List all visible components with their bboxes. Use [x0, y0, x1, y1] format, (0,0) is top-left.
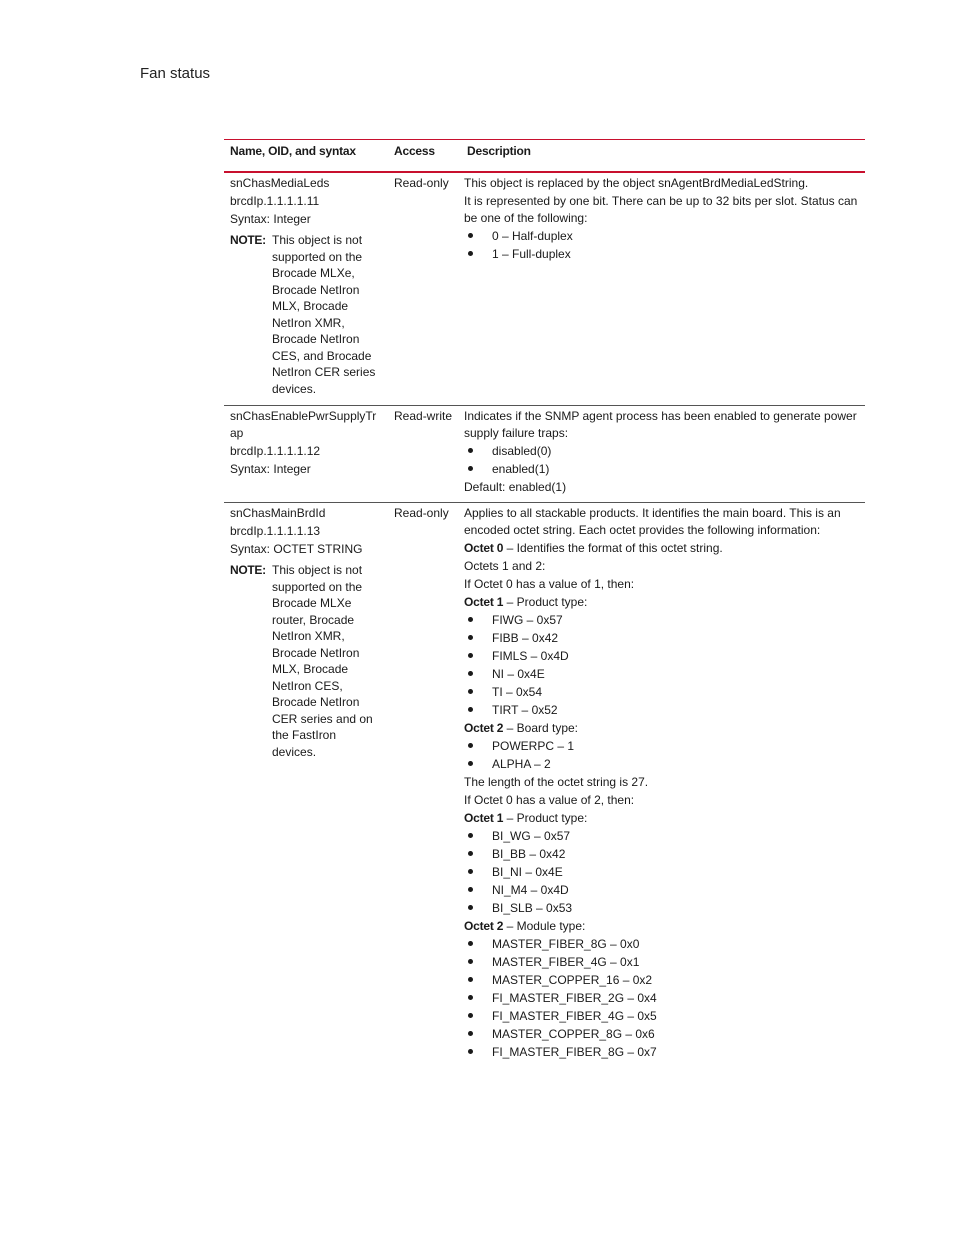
list-item-text: MASTER_COPPER_16 – 0x2 [492, 973, 653, 987]
bullet-icon [464, 228, 492, 245]
object-name: snChasEnablePwrSupplyTrap [230, 409, 377, 440]
octet2-module-line [464, 918, 865, 935]
list-item [464, 900, 865, 917]
list-item [464, 648, 865, 665]
octet0-text: – Identifies the format of this octet string. [503, 541, 723, 555]
object-name: snChasMainBrdId [230, 506, 326, 520]
list-item [464, 738, 865, 755]
list-item [464, 702, 865, 719]
note-text: This object is not supported on the Brocade MLXe router, Brocade NetIron XMR, Brocade NetIron MLX, Brocade NetIron CES, Brocade NetIron CER series and on the FastIron devices. [272, 563, 373, 759]
bullet-icon [464, 666, 492, 683]
octet2-text: – Board type: [503, 721, 579, 735]
list-item [464, 666, 865, 683]
product-type-list [464, 828, 865, 917]
list-item [464, 630, 865, 647]
octet1-text: – Product type: [503, 811, 588, 825]
list-item [464, 972, 865, 989]
bullet-icon [464, 864, 492, 881]
octet2-board-line [464, 720, 865, 737]
bullet-icon [464, 936, 492, 953]
object-oid: brcdIp.1.1.1.1.13 [230, 524, 321, 538]
list-item-text: enabled(1) [492, 462, 550, 476]
description-cell [461, 406, 865, 503]
note-label: NOTE: [230, 233, 266, 247]
list-item-text: BI_WG – 0x57 [492, 829, 571, 843]
note [230, 562, 382, 760]
octet1-label: Octet 1 [464, 811, 504, 825]
list-item-text: FI_MASTER_FIBER_4G – 0x5 [492, 1009, 657, 1023]
bullet-icon [464, 1044, 492, 1061]
bullet-icon [464, 612, 492, 629]
list-item-text: MASTER_FIBER_4G – 0x1 [492, 955, 640, 969]
column-header-name: Name, OID, and syntax [224, 140, 388, 173]
bullet-icon [464, 900, 492, 917]
table-row [224, 503, 865, 1068]
name-cell [224, 503, 388, 1068]
note-text: This object is not supported on the Brocade MLXe, Brocade NetIron MLX, Brocade NetIron XMR, Brocade NetIron CES, and Brocade NetIron CER series devices. [272, 233, 376, 396]
module-type-list [464, 936, 865, 1061]
description-line: It is represented by one bit. There can be up to 32 bits per slot. Status can be one of the following: [464, 194, 858, 225]
bullet-icon [464, 990, 492, 1007]
object-syntax: Syntax: Integer [230, 212, 311, 226]
octet0-label: Octet 0 [464, 541, 504, 555]
description-line: Applies to all stackable products. It identifies the main board. This is an encoded octet string. Each octet provides the following information: [464, 506, 841, 537]
list-item [464, 828, 865, 845]
description-line: Octets 1 and 2: [464, 559, 546, 573]
list-item-text: 1 – Full-duplex [492, 247, 571, 261]
list-item [464, 756, 865, 773]
note-label: NOTE: [230, 563, 266, 577]
octet2-label: Octet 2 [464, 919, 504, 933]
access-cell: Read-write [388, 406, 461, 503]
object-oid: brcdIp.1.1.1.1.11 [230, 194, 320, 208]
bullet-icon [464, 756, 492, 773]
object-name: snChasMediaLeds [230, 176, 330, 190]
bullet-icon [464, 1026, 492, 1043]
object-syntax: Syntax: OCTET STRING [230, 542, 363, 556]
bullet-icon [464, 882, 492, 899]
bullet-icon [464, 972, 492, 989]
list-item-text: POWERPC – 1 [492, 739, 575, 753]
bullet-icon [464, 846, 492, 863]
note [230, 232, 382, 397]
table-row [224, 172, 865, 406]
list-item [464, 954, 865, 971]
product-type-list [464, 612, 865, 719]
list-item-text: FI_MASTER_FIBER_8G – 0x7 [492, 1045, 657, 1059]
list-item-text: MASTER_FIBER_8G – 0x0 [492, 937, 640, 951]
access-cell: Read-only [394, 506, 449, 520]
list-item [464, 684, 865, 701]
list-item [464, 1008, 865, 1025]
bullet-icon [464, 702, 492, 719]
list-item-text: TIRT – 0x52 [492, 703, 558, 717]
octet0-line [464, 540, 865, 557]
list-item [464, 246, 865, 263]
list-item-text: BI_NI – 0x4E [492, 865, 563, 879]
table-header-row [224, 140, 865, 173]
list-item [464, 990, 865, 1007]
list-item-text: ALPHA – 2 [492, 757, 551, 771]
list-item-text: BI_BB – 0x42 [492, 847, 566, 861]
list-item-text: disabled(0) [492, 444, 552, 458]
name-cell [224, 172, 388, 406]
octet2-label: Octet 2 [464, 721, 504, 735]
bullet-icon [464, 738, 492, 755]
list-item [464, 612, 865, 629]
description-cell [461, 503, 865, 1068]
octet2-text: – Module type: [503, 919, 586, 933]
description-line: If Octet 0 has a value of 1, then: [464, 577, 635, 591]
bullet-icon [464, 443, 492, 460]
name-cell [224, 406, 388, 503]
list-item-text: FIBB – 0x42 [492, 631, 559, 645]
column-header-access: Access [388, 140, 461, 173]
bullet-icon [464, 828, 492, 845]
list-item-text: MASTER_COPPER_8G – 0x6 [492, 1027, 655, 1041]
list-item [464, 846, 865, 863]
list-item-text: FIMLS – 0x4D [492, 649, 569, 663]
description-line: This object is replaced by the object snAgentBrdMediaLedString. [464, 176, 809, 190]
octet1-label: Octet 1 [464, 595, 504, 609]
bullet-icon [464, 461, 492, 478]
bullet-icon [464, 648, 492, 665]
list-item-text: TI – 0x54 [492, 685, 543, 699]
list-item [464, 1044, 865, 1061]
description-cell [461, 172, 865, 406]
column-header-description: Description [461, 140, 865, 173]
list-item [464, 228, 865, 245]
list-item [464, 882, 865, 899]
octet1-product-line [464, 594, 865, 611]
bullet-icon [464, 1008, 492, 1025]
list-item-text: BI_SLB – 0x53 [492, 901, 573, 915]
list-item [464, 936, 865, 953]
description-line: Indicates if the SNMP agent process has been enabled to generate power supply failure traps: [464, 409, 857, 440]
bullet-icon [464, 684, 492, 701]
access-cell: Read-only [388, 172, 461, 406]
octet1-text: – Product type: [503, 595, 588, 609]
object-oid: brcdIp.1.1.1.1.12 [230, 444, 321, 458]
mib-object-table [224, 139, 865, 1067]
list-item-text: NI – 0x4E [492, 667, 545, 681]
list-item [464, 443, 865, 460]
bullet-icon [464, 954, 492, 971]
bullet-icon [464, 630, 492, 647]
list-item-text: 0 – Half-duplex [492, 229, 573, 243]
board-type-list [464, 738, 865, 773]
description-line: If Octet 0 has a value of 2, then: [464, 793, 635, 807]
octet1-product-line [464, 810, 865, 827]
list-item-text: FIWG – 0x57 [492, 613, 563, 627]
list-item [464, 461, 865, 478]
list-item-text: NI_M4 – 0x4D [492, 883, 569, 897]
table-row [224, 406, 865, 503]
list-item-text: FI_MASTER_FIBER_2G – 0x4 [492, 991, 657, 1005]
list-item [464, 1026, 865, 1043]
bullet-icon [464, 246, 492, 263]
description-line: Default: enabled(1) [464, 480, 567, 494]
object-syntax: Syntax: Integer [230, 462, 311, 476]
list-item [464, 864, 865, 881]
description-line: The length of the octet string is 27. [464, 775, 649, 789]
page-header-title: Fan status [140, 65, 211, 82]
